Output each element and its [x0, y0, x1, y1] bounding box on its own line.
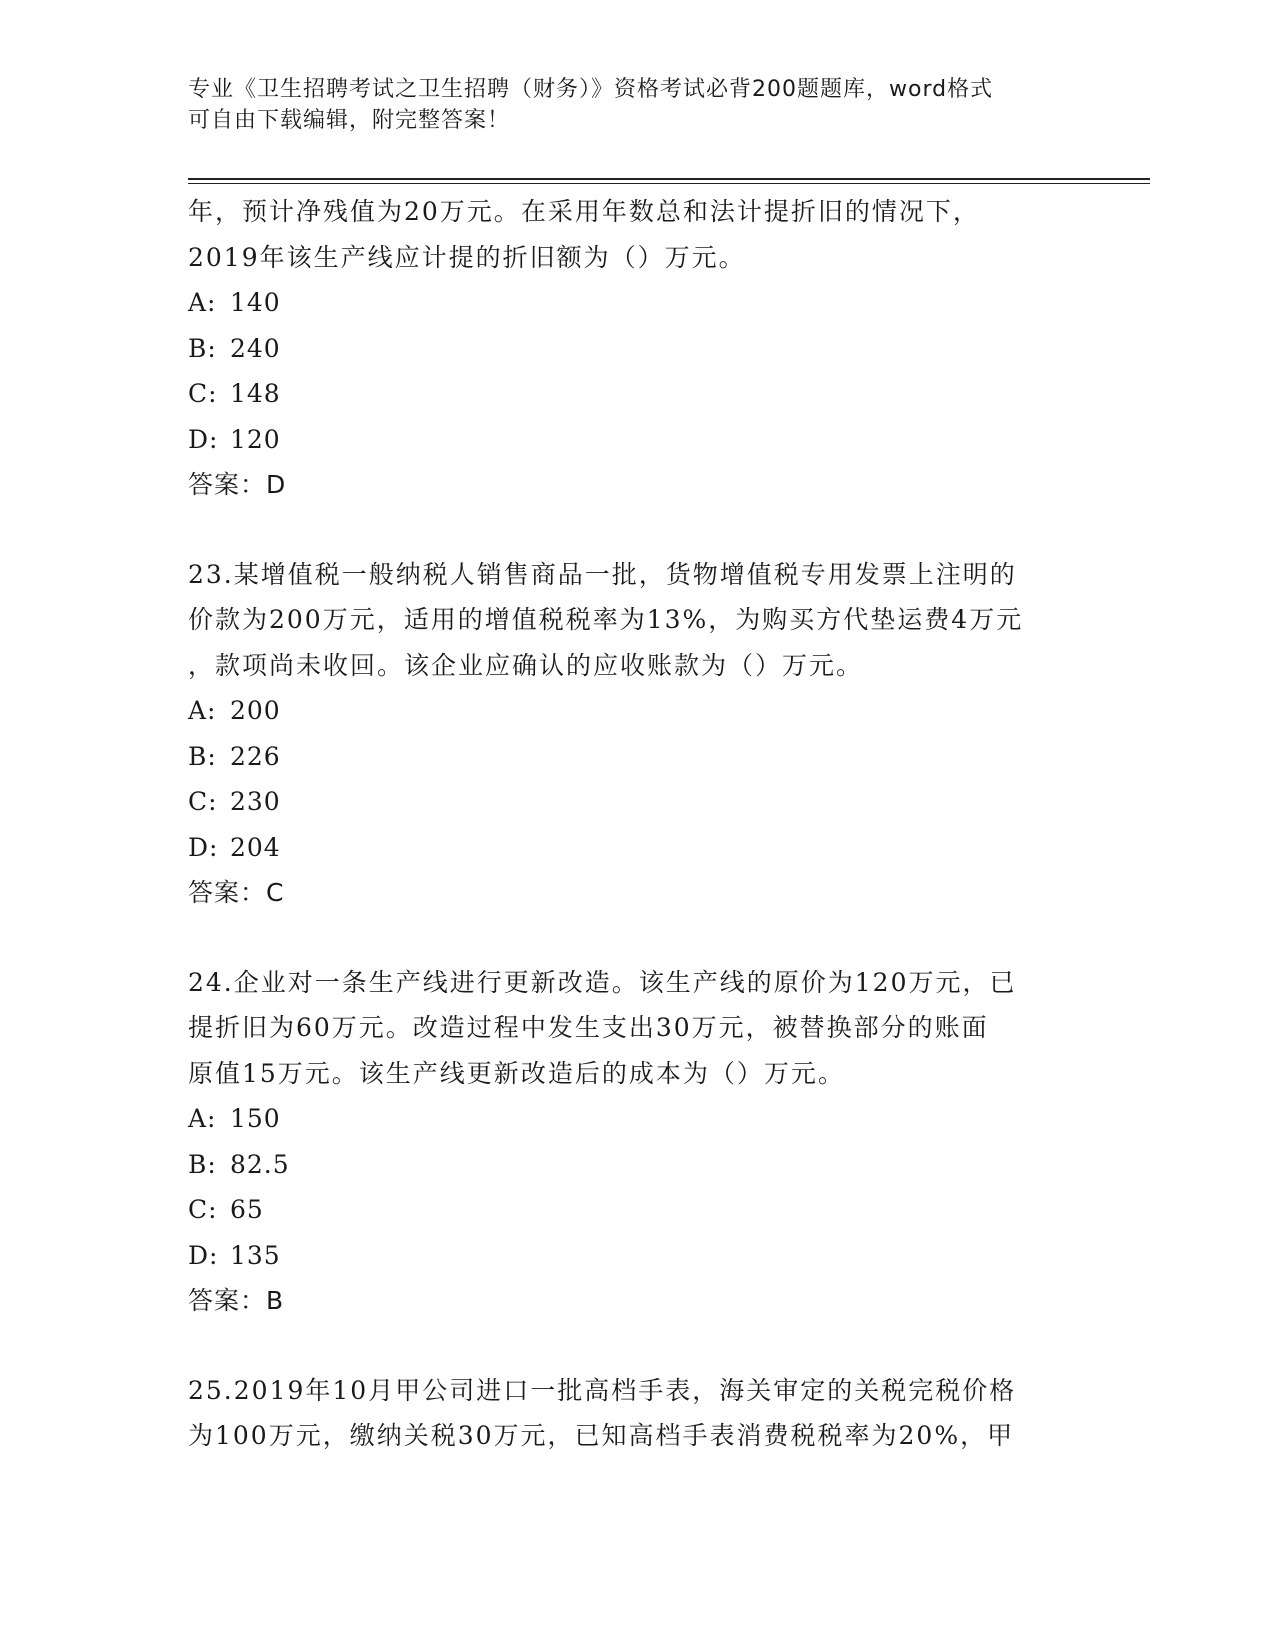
option-value: 230 [230, 787, 281, 816]
option-b [188, 326, 1088, 372]
option-a [188, 280, 1088, 326]
option-letter: B: [188, 333, 217, 363]
header-line: 可自由下载编辑，附完整答案！ [188, 108, 511, 133]
question-25 [188, 1368, 1088, 1459]
option-value: 140 [230, 288, 281, 317]
option-value: 200 [230, 696, 281, 725]
option-c [188, 371, 1088, 417]
option-value: 148 [230, 379, 281, 408]
option-value: 82.5 [230, 1149, 290, 1179]
question-text-line: 23.某增值税一般纳税人销售商品一批，货物增值税专用发票上注明的 [188, 559, 1017, 589]
option-c [188, 1187, 1088, 1233]
answer: 答案：D [188, 470, 287, 499]
question-text-line: 原值15万元。该生产线更新改造后的成本为（）万元。 [188, 1058, 845, 1088]
option-letter: B: [188, 741, 217, 771]
option-letter: C: [188, 379, 218, 408]
option-c [188, 779, 1088, 825]
option-value: 226 [230, 741, 281, 771]
option-letter: A: [188, 1104, 217, 1133]
option-d [188, 417, 1088, 463]
option-letter: D: [188, 1240, 219, 1270]
option-letter: C: [188, 1195, 218, 1224]
option-letter: A: [188, 696, 217, 725]
question-22 [188, 189, 1088, 508]
question-list [188, 189, 1088, 1459]
answer: 答案：C [188, 878, 285, 907]
header-line: 专业《卫生招聘考试之卫生招聘（财务）》资格考试必背200题题库，word格式 [188, 77, 994, 102]
option-b [188, 734, 1088, 780]
question-23 [188, 552, 1088, 916]
header-divider [188, 178, 1150, 180]
page-header [188, 74, 1088, 136]
answer: 答案：B [188, 1286, 285, 1315]
option-d [188, 825, 1088, 871]
option-letter: A: [188, 288, 217, 317]
option-value: 204 [230, 832, 281, 862]
question-text-line: 25.2019年10月甲公司进口一批高档手表，海关审定的关税完税价格 [188, 1375, 1017, 1405]
option-b [188, 1142, 1088, 1188]
question-text-line: ，款项尚未收回。该企业应确认的应收账款为（）万元。 [188, 650, 864, 680]
option-d [188, 1233, 1088, 1279]
question-text-line: 24.企业对一条生产线进行更新改造。该生产线的原价为120万元，已 [188, 967, 1017, 997]
option-value: 120 [230, 424, 281, 454]
question-text-line: 为100万元，缴纳关税30万元，已知高档手表消费税税率为20%，甲 [188, 1421, 1015, 1450]
question-text-line: 2019年该生产线应计提的折旧额为（）万元。 [188, 242, 746, 272]
option-letter: D: [188, 832, 219, 862]
option-a [188, 688, 1088, 734]
option-value: 150 [230, 1104, 281, 1133]
option-letter: B: [188, 1149, 217, 1179]
question-text-line: 提折旧为60万元。改造过程中发生支出30万元，被替换部分的账面 [188, 1013, 989, 1042]
header-divider [188, 183, 1150, 184]
option-letter: C: [188, 787, 218, 816]
option-value: 240 [230, 333, 281, 363]
option-letter: D: [188, 424, 219, 454]
question-text-line: 价款为200万元，适用的增值税税率为13%，为购买方代垫运费4万元 [188, 605, 1024, 634]
question-text-line: 年，预计净残值为20万元。在采用年数总和法计提折旧的情况下， [188, 197, 980, 226]
option-a [188, 1096, 1088, 1142]
question-24 [188, 960, 1088, 1324]
option-value: 135 [230, 1240, 281, 1270]
option-value: 65 [230, 1195, 264, 1224]
